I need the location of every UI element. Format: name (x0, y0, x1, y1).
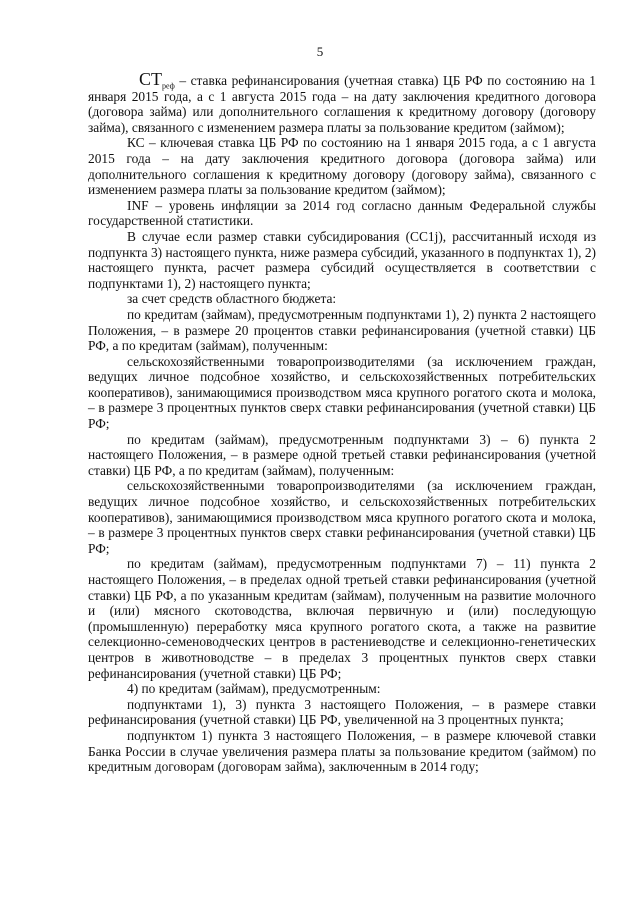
document-body (88, 69, 596, 775)
paragraph-ks: КС – ключевая ставка ЦБ РФ по состоянию на 1 января 2015 года, а с 1 августа 2015 года – на дату заключения кредитного договора (договора займа) или дополнительного соглашения к кредитному договору (договору займа), связанного с изменением размера платы за пользование кредитом (займом); (88, 135, 596, 198)
paragraph-subsidy-case: В случае если размер ставки субсидирования (СС1j), рассчитанный исходя из подпункта 3) настоящего пункта, ниже размера субсидий, указанного в подпунктах 1), 2) настоящего пункта, расчет размера субсидий осуществляется в соответствии с подпунктами 1), 2) настоящего пункта; (88, 228, 596, 291)
paragraph-loans-7-11: по кредитам (займам), предусмотренным подпунктами 7) – 11) пункта 2 настоящего Положения, – в пределах одной третьей ставки рефинансирования (учетной ставки) ЦБ РФ, а по указанным кредитам (займам), полученным на развитие молочного и (или) мясного скотоводства, включая первичную и (или) последующую (промышленную) переработку мяса крупного рогатого скота, а также на развитие селекционно-семеноводческих центров в растениеводстве и селекционно-генетических центров в животноводстве – в пределах 3 процентных пунктов сверх ставки рефинансирования (учетной ставки) ЦБ РФ; (88, 556, 596, 681)
paragraph-producers-2: сельскохозяйственными товаропроизводителями (за исключением граждан, ведущих личное подсобное хозяйство, и сельскохозяйственных потребительских кооперативов), занимающимися производством мяса крупного рогатого скота и молока, – в размере 3 процентных пунктов сверх ставки рефинансирования (учетной ставки) ЦБ РФ; (88, 478, 596, 556)
paragraph-subitem-1: подпунктом 1) пункта 3 настоящего Положения, – в размере ключевой ставки Банка России в случае увеличения размера платы за пользование кредитом (займом) по кредитным договорам (договорам займа), заключенным в 2014 году; (88, 727, 596, 775)
paragraph-item-4: 4) по кредитам (займам), предусмотренным: (127, 681, 381, 697)
paragraph-loans-1-2: по кредитам (займам), предусмотренным подпунктами 1), 2) пункта 2 настоящего Положения, – в размере 20 процентов ставки рефинансирования (учетной ставки) ЦБ РФ, а по кредитам (займам), полученным: (88, 306, 596, 354)
paragraph-inf: INF – уровень инфляции за 2014 год согласно данным Федеральной службы государственной статистики. (88, 197, 596, 229)
page-number: 5 (316, 44, 324, 59)
paragraph-text: – ставка рефинансирования (учетная ставка) ЦБ РФ по состоянию на 1 января 2015 года, а с 1 августа 2015 года – на дату заключения кредитного договора (договора займа) или дополнительного соглашения к кредитному договору (договору займа), связанного с изменением размера платы за пользование кредитом (займом); (88, 73, 596, 135)
paragraph-subitems-1-3: подпунктами 1), 3) пункта 3 настоящего Положения, – в размере ставки рефинансирования (учетной ставки) ЦБ РФ, увеличенной на 3 процентных пункта; (88, 696, 596, 728)
paragraph-regional-budget: за счет средств областного бюджета: (127, 291, 337, 307)
paragraph-loans-3-6: по кредитам (займам), предусмотренным подпунктами 3) – 6) пункта 2 настоящего Положения, – в размере одной третьей ставки рефинансирования (учетной ставки) ЦБ РФ, а по кредитам (займам), полученным: (88, 431, 596, 478)
st-symbol: СТ (139, 69, 163, 89)
st-subscript: реф (162, 81, 175, 91)
paragraph-producers-1: сельскохозяйственными товаропроизводителями (за исключением граждан, ведущих личное подсобное хозяйство, и сельскохозяйственных потребительских кооперативов), занимающимися производством мяса крупного рогатого скота и молока, – в размере 3 процентных пунктов сверх ставки рефинансирования (учетной ставки) ЦБ РФ; (88, 353, 596, 432)
paragraph-st-ref (88, 69, 596, 135)
